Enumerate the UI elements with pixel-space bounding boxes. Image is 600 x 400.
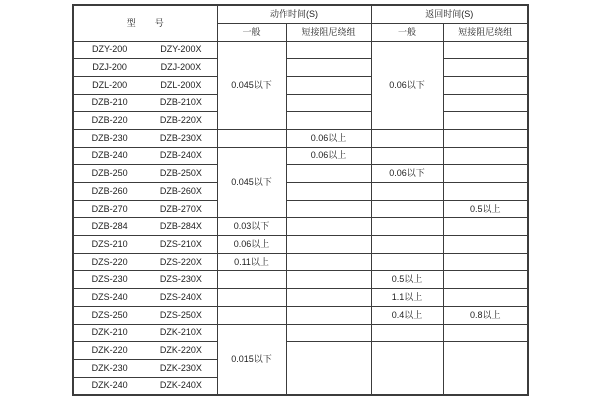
act-general-cell — [217, 271, 286, 289]
ret-damping-cell — [443, 218, 528, 236]
table-row — [73, 112, 528, 130]
model-variant: DZB-270X — [159, 203, 202, 214]
model-variant: DZY-200X — [160, 44, 202, 55]
ret-damping-cell — [443, 165, 528, 183]
spec-table-container — [72, 4, 529, 396]
model-primary: DZB-270 — [91, 203, 128, 214]
model-primary: DZJ-200 — [92, 62, 127, 73]
model-cell — [73, 218, 217, 236]
act-damping-cell — [286, 271, 371, 289]
header-action-damping: 短接阻尼绕组 — [286, 23, 371, 41]
act-general-cell — [217, 289, 286, 307]
ret-general-cell — [371, 183, 443, 201]
model-primary: DZS-220 — [91, 256, 128, 267]
table-row — [73, 200, 528, 218]
model-variant: DZB-230X — [159, 132, 202, 143]
model-variant: DZB-220X — [159, 115, 202, 126]
ret-damping-cell — [443, 253, 528, 271]
model-primary: DZK-220 — [91, 345, 128, 356]
table-row — [73, 218, 528, 236]
act-general-cell — [217, 129, 286, 147]
ret-general-cell — [371, 129, 443, 147]
model-cell — [73, 377, 217, 395]
ret-general-cell — [371, 253, 443, 271]
act-damping-cell — [286, 183, 371, 201]
act-damping-cell — [286, 342, 371, 395]
table-row — [73, 76, 528, 94]
model-variant: DZB-250X — [159, 168, 202, 179]
act-general-cell: 0.06以上 — [217, 236, 286, 254]
table-row — [73, 236, 528, 254]
ret-general-cell — [371, 147, 443, 165]
model-primary: DZS-250 — [91, 309, 128, 320]
act-general-cell — [217, 306, 286, 324]
ret-damping-cell — [443, 236, 528, 254]
model-cell — [73, 253, 217, 271]
model-variant: DZJ-200X — [160, 62, 202, 73]
act-damping-cell — [286, 236, 371, 254]
model-variant: DZS-230X — [159, 274, 202, 285]
model-variant: DZS-220X — [159, 256, 202, 267]
relay-spec-table — [72, 4, 529, 396]
ret-general-cell: 1.1以上 — [371, 289, 443, 307]
model-variant: DZL-200X — [160, 79, 202, 90]
model-primary: DZB-230 — [91, 132, 128, 143]
table-row — [73, 129, 528, 147]
ret-damping-cell — [443, 41, 528, 59]
model-primary: DZB-240 — [91, 150, 128, 161]
model-cell — [73, 359, 217, 377]
act-damping-cell — [286, 165, 371, 183]
header-return-time: 返回时间(S) — [371, 5, 528, 23]
ret-general-cell: 0.4以上 — [371, 306, 443, 324]
table-row — [73, 342, 528, 360]
header-action-time: 动作时间(S) — [217, 5, 371, 23]
act-damping-cell — [286, 41, 371, 59]
ret-general-cell: 0.5以上 — [371, 271, 443, 289]
model-cell — [73, 289, 217, 307]
act-damping-cell — [286, 306, 371, 324]
ret-general-cell: 0.06以下 — [371, 165, 443, 183]
model-cell — [73, 41, 217, 59]
ret-damping-cell — [443, 94, 528, 112]
model-variant: DZK-220X — [159, 345, 202, 356]
model-variant: DZS-250X — [159, 309, 202, 320]
model-primary: DZK-240 — [91, 380, 128, 391]
model-variant: DZK-240X — [159, 380, 202, 391]
model-variant: DZB-284X — [159, 221, 202, 232]
table-row — [73, 306, 528, 324]
act-damping-cell — [286, 76, 371, 94]
model-cell — [73, 324, 217, 342]
act-damping-cell — [286, 200, 371, 218]
model-primary: DZB-220 — [91, 115, 128, 126]
act-damping-cell — [286, 59, 371, 77]
model-variant: DZS-210X — [159, 238, 202, 249]
ret-damping-cell — [443, 112, 528, 130]
header-return-general: 一般 — [371, 23, 443, 41]
model-primary: DZS-230 — [91, 274, 128, 285]
model-primary: DZB-250 — [91, 168, 128, 179]
ret-general-cell — [371, 218, 443, 236]
model-variant: DZS-240X — [159, 291, 202, 302]
model-primary: DZS-240 — [91, 291, 128, 302]
model-primary: DZK-210 — [91, 327, 128, 338]
ret-damping-cell: 0.5以上 — [443, 200, 528, 218]
table-row — [73, 253, 528, 271]
table-row — [73, 165, 528, 183]
act-damping-cell — [286, 289, 371, 307]
header-return-damping: 短接阻尼绕组 — [443, 23, 528, 41]
model-cell — [73, 306, 217, 324]
model-primary: DZY-200 — [92, 44, 128, 55]
act-damping-cell — [286, 253, 371, 271]
header-row-groups — [73, 5, 528, 23]
header-model: 型 号 — [73, 5, 217, 41]
ret-damping-cell — [443, 76, 528, 94]
model-primary: DZB-260 — [91, 185, 128, 196]
act-damping-cell — [286, 218, 371, 236]
model-cell — [73, 112, 217, 130]
model-cell — [73, 236, 217, 254]
ret-general-cell — [371, 342, 443, 395]
act-general-cell: 0.015以下 — [217, 324, 286, 395]
model-primary: DZB-210 — [91, 97, 128, 108]
ret-damping-cell — [443, 183, 528, 201]
ret-damping-cell — [443, 59, 528, 77]
ret-damping-cell — [443, 324, 528, 342]
model-cell — [73, 129, 217, 147]
act-damping-cell — [286, 112, 371, 130]
model-primary: DZS-210 — [91, 238, 128, 249]
model-cell — [73, 165, 217, 183]
act-damping-cell: 0.06以上 — [286, 129, 371, 147]
table-row — [73, 324, 528, 342]
act-damping-cell: 0.06以上 — [286, 147, 371, 165]
table-row — [73, 41, 528, 59]
header-action-general: 一般 — [217, 23, 286, 41]
table-row — [73, 271, 528, 289]
model-cell — [73, 183, 217, 201]
model-cell — [73, 200, 217, 218]
model-variant: DZB-210X — [159, 97, 202, 108]
model-cell — [73, 271, 217, 289]
model-variant: DZB-260X — [159, 185, 202, 196]
model-variant: DZK-230X — [159, 362, 202, 373]
act-general-cell: 0.11以上 — [217, 253, 286, 271]
act-general-cell: 0.045以下 — [217, 41, 286, 129]
ret-damping-cell — [443, 147, 528, 165]
ret-damping-cell — [443, 289, 528, 307]
model-cell — [73, 147, 217, 165]
table-row — [73, 59, 528, 77]
model-cell — [73, 76, 217, 94]
table-row — [73, 289, 528, 307]
ret-damping-cell — [443, 271, 528, 289]
model-cell — [73, 342, 217, 360]
ret-general-cell: 0.06以下 — [371, 41, 443, 129]
ret-damping-cell: 0.8以上 — [443, 306, 528, 324]
ret-damping-cell — [443, 129, 528, 147]
table-row — [73, 147, 528, 165]
act-general-cell: 0.03以下 — [217, 218, 286, 236]
model-cell — [73, 94, 217, 112]
model-cell — [73, 59, 217, 77]
act-general-cell: 0.045以下 — [217, 147, 286, 218]
model-primary: DZL-200 — [92, 79, 128, 90]
act-damping-cell — [286, 324, 371, 342]
model-variant: DZK-210X — [159, 327, 202, 338]
model-primary: DZB-284 — [91, 221, 128, 232]
ret-general-cell — [371, 324, 443, 342]
ret-general-cell — [371, 236, 443, 254]
table-row — [73, 183, 528, 201]
ret-damping-cell — [443, 342, 528, 395]
model-variant: DZB-240X — [159, 150, 202, 161]
ret-general-cell — [371, 200, 443, 218]
model-primary: DZK-230 — [91, 362, 128, 373]
act-damping-cell — [286, 94, 371, 112]
table-row — [73, 94, 528, 112]
